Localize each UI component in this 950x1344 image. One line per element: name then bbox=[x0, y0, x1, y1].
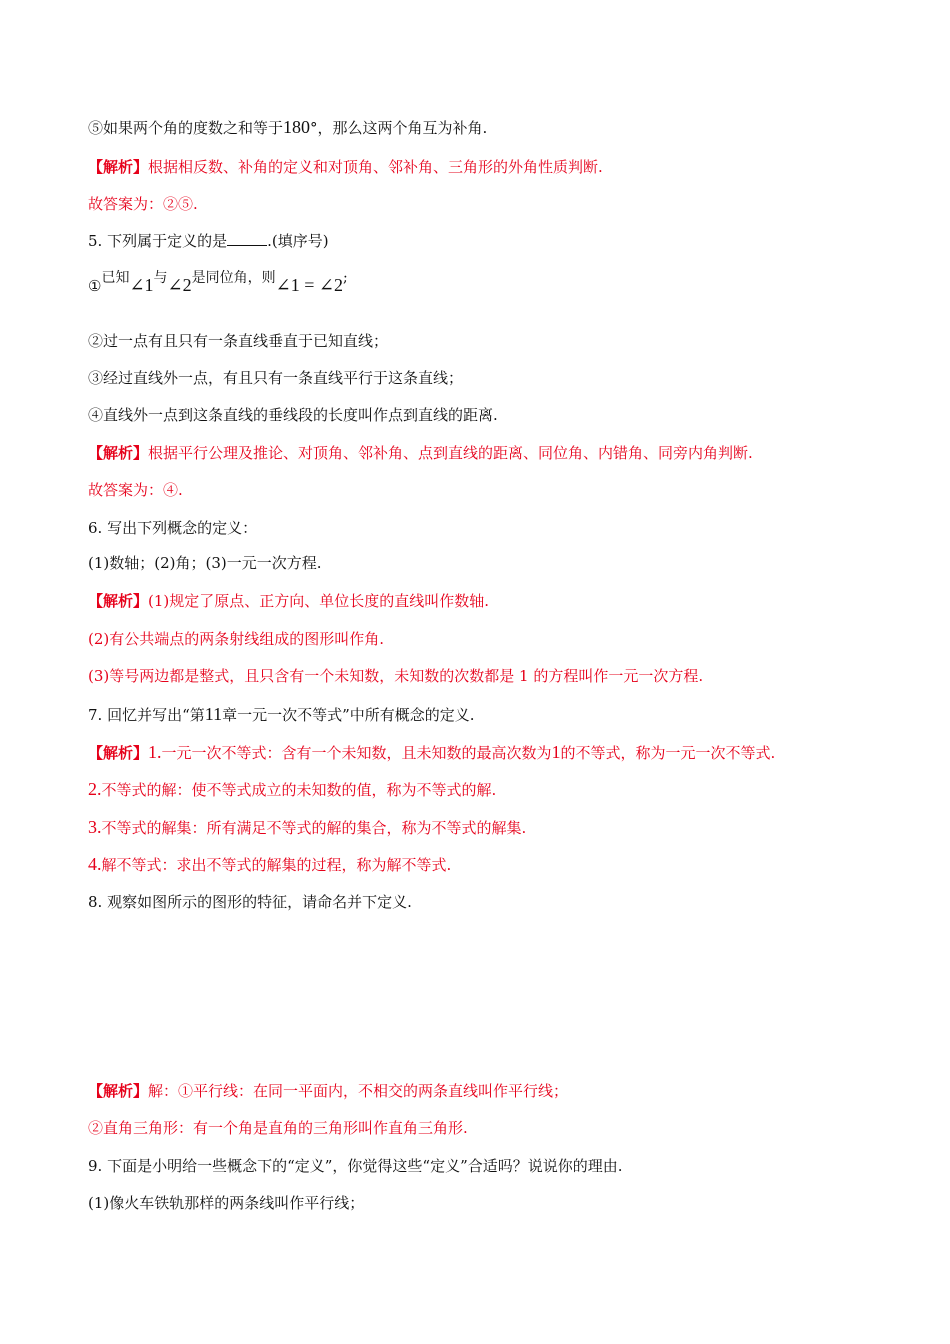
degree-symbol: ° bbox=[310, 119, 318, 137]
angle-equation: ∠1 = ∠2 bbox=[275, 275, 343, 295]
statement-5 bbox=[88, 116, 487, 139]
analysis-q8-1 bbox=[88, 1080, 568, 1102]
analysis-text: ①平行线：在同一平面内，不相交的两条直线叫作平行线； bbox=[178, 1082, 569, 1100]
option-2: ②过一点有且只有一条直线垂直于已知直线； bbox=[88, 332, 389, 350]
option-3: ③经过直线外一点，有且只有一条直线平行于这条直线； bbox=[88, 369, 464, 387]
question-6-items: (1)数轴；(2)角；(3)一元一次方程. bbox=[88, 554, 322, 572]
question-9-item-1: (1)像火车铁轨那样的两条线叫作平行线； bbox=[88, 1194, 365, 1212]
analysis-q6-2: (2)有公共端点的两条射线组成的图形叫作角. bbox=[88, 630, 385, 648]
analysis-q7-1 bbox=[88, 741, 775, 764]
figure-area bbox=[88, 930, 848, 1060]
option-text: 已知 bbox=[101, 270, 130, 286]
option-text: 是同位角，则 bbox=[191, 270, 276, 286]
statement-text: ⑤如果两个角的度数之和等于 bbox=[88, 119, 284, 137]
question-text: 7. 回忆并写出“第 bbox=[88, 706, 205, 724]
answer-prefix: 解： bbox=[148, 1082, 179, 1100]
statement-text-end: ，那么这两个角互为补角. bbox=[317, 119, 488, 137]
analysis-tag: 【解析】 bbox=[88, 744, 149, 762]
analysis-text: 一元一次不等式：含有一个未知数，且未知数的最高次数为 bbox=[161, 744, 552, 762]
option-marker: ① bbox=[88, 277, 102, 295]
question-7 bbox=[88, 703, 475, 726]
analysis-q5 bbox=[88, 442, 753, 464]
question-text-end: .(填序号) bbox=[267, 232, 329, 250]
answer-blank bbox=[227, 231, 267, 246]
item-number: 1. bbox=[148, 742, 162, 762]
angle-2: ∠2 bbox=[167, 275, 192, 295]
analysis-q6-3: (3)等号两边都是整式，且只含有一个未知数，未知数的次数都是 1 的方程叫作一元一次方程. bbox=[88, 667, 704, 685]
analysis-q7-3 bbox=[88, 816, 526, 839]
option-punct: ; bbox=[342, 270, 348, 286]
analysis-q4 bbox=[88, 156, 603, 178]
option-text: 与 bbox=[153, 270, 168, 286]
answer-q5: 故答案为：④. bbox=[88, 481, 183, 499]
question-6: 6. 写出下列概念的定义： bbox=[88, 519, 258, 537]
analysis-text: 根据平行公理及推论、对顶角、邻补角、点到直线的距离、同位角、内错角、同旁内角判断. bbox=[148, 444, 753, 462]
analysis-q7-4 bbox=[88, 853, 451, 876]
analysis-q7-2 bbox=[88, 778, 496, 801]
analysis-tag: 【解析】 bbox=[88, 1082, 149, 1100]
analysis-text-end: 的不等式，称为一元一次不等式. bbox=[560, 744, 776, 762]
answer-q4: 故答案为：②⑤. bbox=[88, 195, 198, 213]
chapter-number: 11 bbox=[204, 704, 223, 724]
question-5 bbox=[88, 230, 329, 252]
analysis-text: 根据相反数、补角的定义和对顶角、邻补角、三角形的外角性质判断. bbox=[148, 158, 603, 176]
option-1 bbox=[88, 270, 348, 298]
analysis-text: 不等式的解：使不等式成立的未知数的值，称为不等式的解. bbox=[101, 781, 497, 799]
item-number: 3. bbox=[88, 817, 102, 837]
analysis-q6 bbox=[88, 590, 489, 612]
angle-1: ∠1 bbox=[129, 275, 154, 295]
degree-number: 1 bbox=[551, 742, 561, 762]
question-8: 8. 观察如图所示的图形的特征，请命名并下定义. bbox=[88, 893, 412, 911]
item-number: 2. bbox=[88, 779, 102, 799]
option-4: ④直线外一点到这条直线的垂线段的长度叫作点到直线的距离. bbox=[88, 406, 498, 424]
question-text-end: 章一元一次不等式”中所有概念的定义. bbox=[222, 706, 475, 724]
analysis-text: (1)规定了原点、正方向、单位长度的直线叫作数轴. bbox=[148, 592, 490, 610]
item-number: 4. bbox=[88, 854, 102, 874]
analysis-text: 不等式的解集：所有满足不等式的解的集合，称为不等式的解集. bbox=[101, 819, 527, 837]
angle-value: 180 bbox=[283, 117, 311, 137]
analysis-tag: 【解析】 bbox=[88, 444, 149, 462]
analysis-tag: 【解析】 bbox=[88, 158, 149, 176]
analysis-text: 解不等式：求出不等式的解集的过程，称为解不等式. bbox=[101, 856, 452, 874]
analysis-q8-2: ②直角三角形：有一个角是直角的三角形叫作直角三角形. bbox=[88, 1119, 468, 1137]
question-9: 9. 下面是小明给一些概念下的“定义”，你觉得这些“定义”合适吗？说说你的理由. bbox=[88, 1157, 623, 1175]
analysis-tag: 【解析】 bbox=[88, 592, 149, 610]
question-text: 5. 下列属于定义的是 bbox=[88, 232, 228, 250]
